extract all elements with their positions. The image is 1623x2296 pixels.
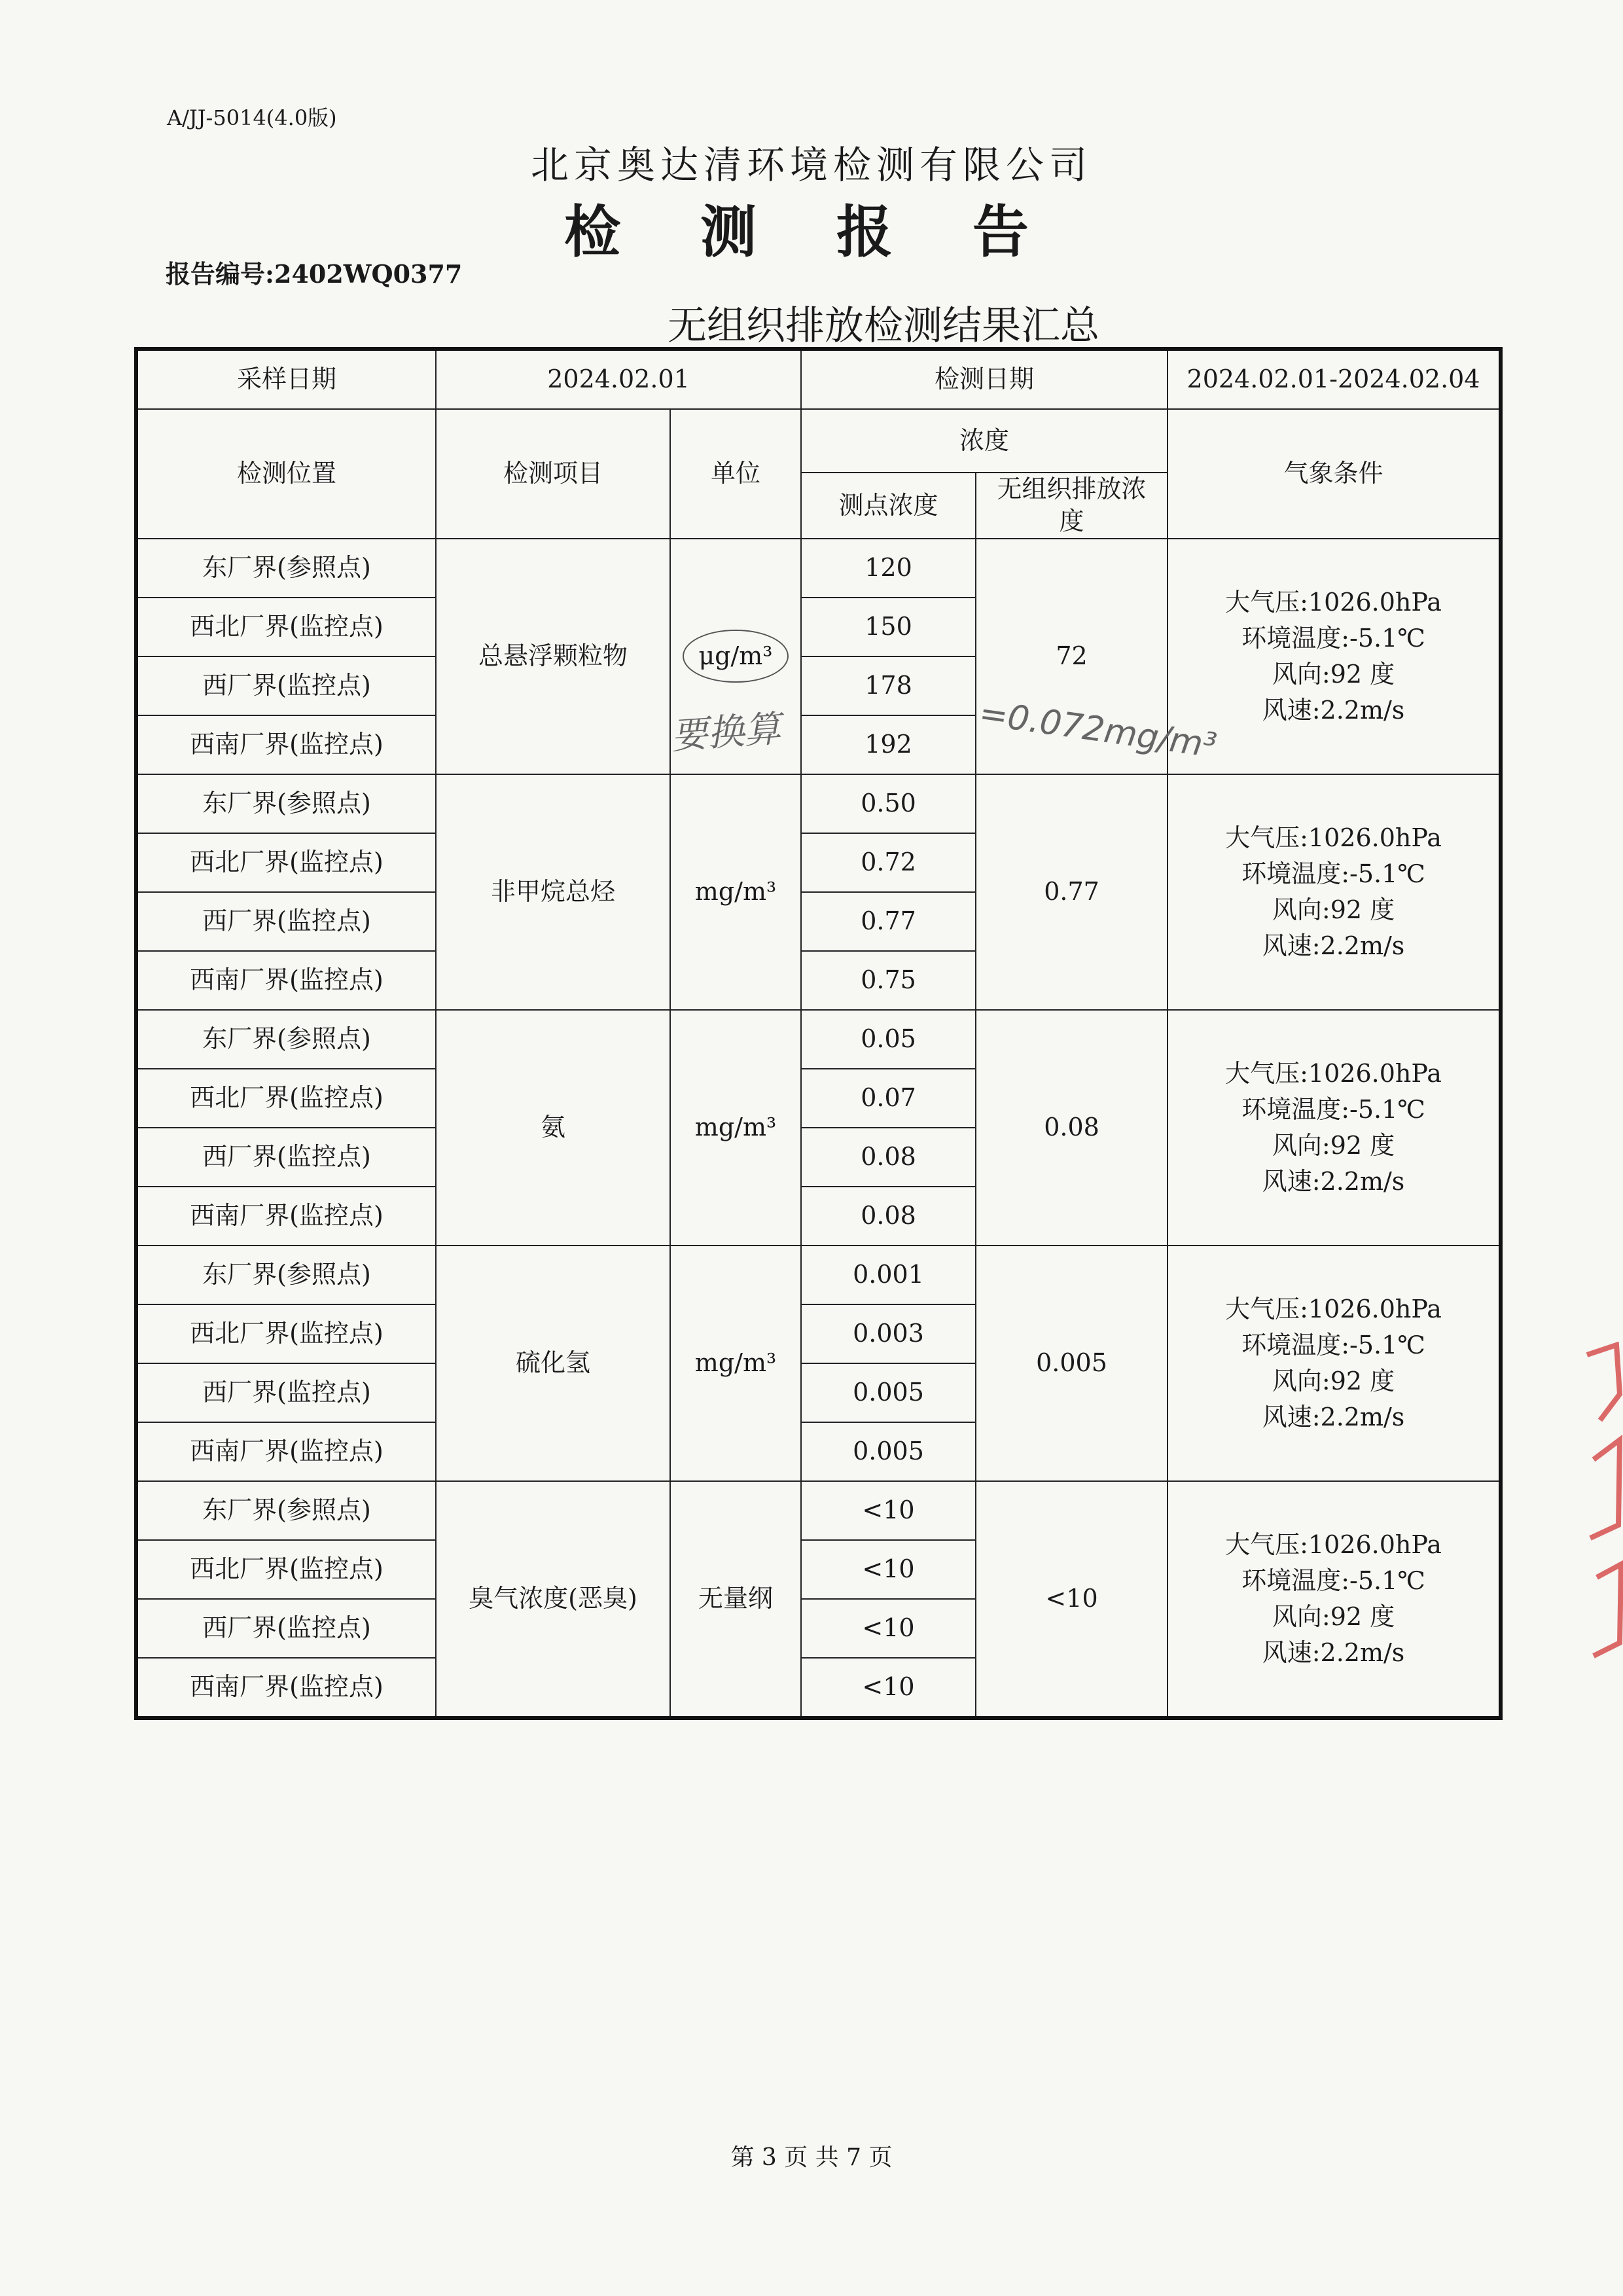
col-header-weather: 气象条件 <box>1168 409 1501 539</box>
emission-concentration-cell: 0.08 <box>976 1010 1168 1246</box>
point-concentration-cell: 0.005 <box>801 1422 976 1481</box>
header-row-1 <box>136 409 1501 473</box>
weather-cell <box>1168 539 1501 774</box>
company-name: 北京奥达清环境检测有限公司 <box>530 143 1092 187</box>
table-row <box>136 774 1501 833</box>
col-header-location: 检测位置 <box>136 409 436 539</box>
point-concentration-cell: <10 <box>801 1540 976 1599</box>
point-concentration-cell: 0.08 <box>801 1187 976 1246</box>
weather-temperature: 环境温度:-5.1℃ <box>1241 623 1425 653</box>
item-cell: 非甲烷总烃 <box>436 774 670 1010</box>
weather-pressure: 大气压:1026.0hPa <box>1225 1530 1442 1559</box>
handwritten-note-value: =0.072mg/m³ <box>976 693 1219 766</box>
weather-wind-dir: 风向:92 度 <box>1272 659 1395 689</box>
weather-temperature: 环境温度:-5.1℃ <box>1241 859 1425 888</box>
point-concentration-cell: <10 <box>801 1658 976 1718</box>
point-concentration-cell: 150 <box>801 598 976 656</box>
location-cell: 西厂界(监控点) <box>136 656 436 715</box>
location-cell: 西南厂界(监控点) <box>136 1422 436 1481</box>
weather-cell <box>1168 1010 1501 1246</box>
weather-wind-speed: 风速:2.2m/s <box>1262 1638 1405 1667</box>
location-cell: 西北厂界(监控点) <box>136 598 436 656</box>
point-concentration-cell: 178 <box>801 656 976 715</box>
location-cell: 西南厂界(监控点) <box>136 1187 436 1246</box>
weather-pressure: 大气压:1026.0hPa <box>1225 1058 1442 1088</box>
report-number: 报告编号:2402WQ0377 <box>166 259 463 289</box>
weather-wind-speed: 风速:2.2m/s <box>1262 1402 1405 1431</box>
col-header-point-concentration: 测点浓度 <box>801 473 976 539</box>
point-concentration-cell: 0.08 <box>801 1128 976 1187</box>
point-concentration-cell: 0.07 <box>801 1069 976 1128</box>
meta-row <box>136 349 1501 409</box>
point-concentration-cell: 0.50 <box>801 774 976 833</box>
weather-wind-dir: 风向:92 度 <box>1272 895 1395 924</box>
location-cell: 西厂界(监控点) <box>136 1128 436 1187</box>
location-cell: 东厂界(参照点) <box>136 1010 436 1069</box>
emission-concentration-cell: <10 <box>976 1481 1168 1718</box>
unit-cell: mg/m³ <box>670 774 801 1010</box>
emission-header-text: 无组织排放浓度 <box>997 475 1147 536</box>
weather-wind-speed: 风速:2.2m/s <box>1262 695 1405 725</box>
results-table <box>134 347 1503 1720</box>
sampling-date-label: 采样日期 <box>136 349 436 409</box>
item-cell: 硫化氢 <box>436 1246 670 1481</box>
location-cell: 西南厂界(监控点) <box>136 715 436 774</box>
document-code: A/JJ-5014(4.0版) <box>167 105 337 130</box>
location-cell: 东厂界(参照点) <box>136 1246 436 1304</box>
location-cell: 东厂界(参照点) <box>136 1481 436 1540</box>
point-concentration-cell: 0.005 <box>801 1363 976 1422</box>
weather-pressure: 大气压:1026.0hPa <box>1225 1294 1442 1323</box>
point-concentration-cell: 120 <box>801 539 976 598</box>
unit-circled: μg/m³ <box>683 630 788 683</box>
location-cell: 西厂界(监控点) <box>136 1363 436 1422</box>
point-concentration-cell: 0.05 <box>801 1010 976 1069</box>
table-row <box>136 1481 1501 1540</box>
table-row <box>136 1246 1501 1304</box>
location-cell: 西北厂界(监控点) <box>136 1304 436 1363</box>
location-cell: 西南厂界(监控点) <box>136 1658 436 1718</box>
weather-wind-dir: 风向:92 度 <box>1272 1130 1395 1160</box>
point-concentration-cell: 192 <box>801 715 976 774</box>
unit-cell: mg/m³ <box>670 1246 801 1481</box>
sampling-date-value: 2024.02.01 <box>436 349 801 409</box>
col-header-concentration: 浓度 <box>801 409 1168 473</box>
unit-cell: 无量纲 <box>670 1481 801 1718</box>
point-concentration-cell: 0.77 <box>801 892 976 951</box>
table-row <box>136 1010 1501 1069</box>
weather-pressure: 大气压:1026.0hPa <box>1225 823 1442 852</box>
location-cell: 东厂界(参照点) <box>136 774 436 833</box>
weather-temperature: 环境温度:-5.1℃ <box>1241 1330 1425 1359</box>
col-header-emission-concentration <box>976 473 1168 539</box>
emission-concentration-cell: 72 <box>976 539 1168 774</box>
item-cell: 臭气浓度(恶臭) <box>436 1481 670 1718</box>
point-concentration-cell: 0.001 <box>801 1246 976 1304</box>
weather-wind-speed: 风速:2.2m/s <box>1262 1166 1405 1196</box>
item-cell: 总悬浮颗粒物 <box>436 539 670 774</box>
location-cell: 西厂界(监控点) <box>136 892 436 951</box>
table-title: 无组织排放检测结果汇总 <box>668 303 1099 349</box>
location-cell: 西北厂界(监控点) <box>136 833 436 892</box>
location-cell: 西厂界(监控点) <box>136 1599 436 1658</box>
emission-concentration-cell: 0.77 <box>976 774 1168 1010</box>
location-cell: 东厂界(参照点) <box>136 539 436 598</box>
weather-wind-speed: 风速:2.2m/s <box>1262 931 1405 960</box>
weather-pressure: 大气压:1026.0hPa <box>1225 587 1442 617</box>
location-cell: 西北厂界(监控点) <box>136 1069 436 1128</box>
location-cell: 西南厂界(监控点) <box>136 951 436 1010</box>
unit-cell: mg/m³ <box>670 1010 801 1246</box>
point-concentration-cell: 0.003 <box>801 1304 976 1363</box>
page-number: 第 3 页 共 7 页 <box>730 2144 893 2171</box>
location-cell: 西北厂界(监控点) <box>136 1540 436 1599</box>
red-seal-stamp-fragment <box>1580 1342 1623 1669</box>
weather-cell <box>1168 1246 1501 1481</box>
col-header-unit: 单位 <box>670 409 801 539</box>
point-concentration-cell: 0.75 <box>801 951 976 1010</box>
emission-concentration-cell: 0.005 <box>976 1246 1168 1481</box>
point-concentration-cell: 0.72 <box>801 833 976 892</box>
weather-cell <box>1168 1481 1501 1718</box>
report-title: 检 测 报 告 <box>564 199 1059 265</box>
point-concentration-cell: <10 <box>801 1481 976 1540</box>
weather-cell <box>1168 774 1501 1010</box>
col-header-item: 检测项目 <box>436 409 670 539</box>
handwritten-note-convert: 要换算 <box>669 708 783 758</box>
test-date-value: 2024.02.01-2024.02.04 <box>1168 349 1501 409</box>
test-date-label: 检测日期 <box>801 349 1168 409</box>
item-cell: 氨 <box>436 1010 670 1246</box>
weather-temperature: 环境温度:-5.1℃ <box>1241 1566 1425 1595</box>
weather-wind-dir: 风向:92 度 <box>1272 1602 1395 1631</box>
weather-temperature: 环境温度:-5.1℃ <box>1241 1094 1425 1124</box>
weather-wind-dir: 风向:92 度 <box>1272 1366 1395 1395</box>
table-row <box>136 539 1501 598</box>
point-concentration-cell: <10 <box>801 1599 976 1658</box>
